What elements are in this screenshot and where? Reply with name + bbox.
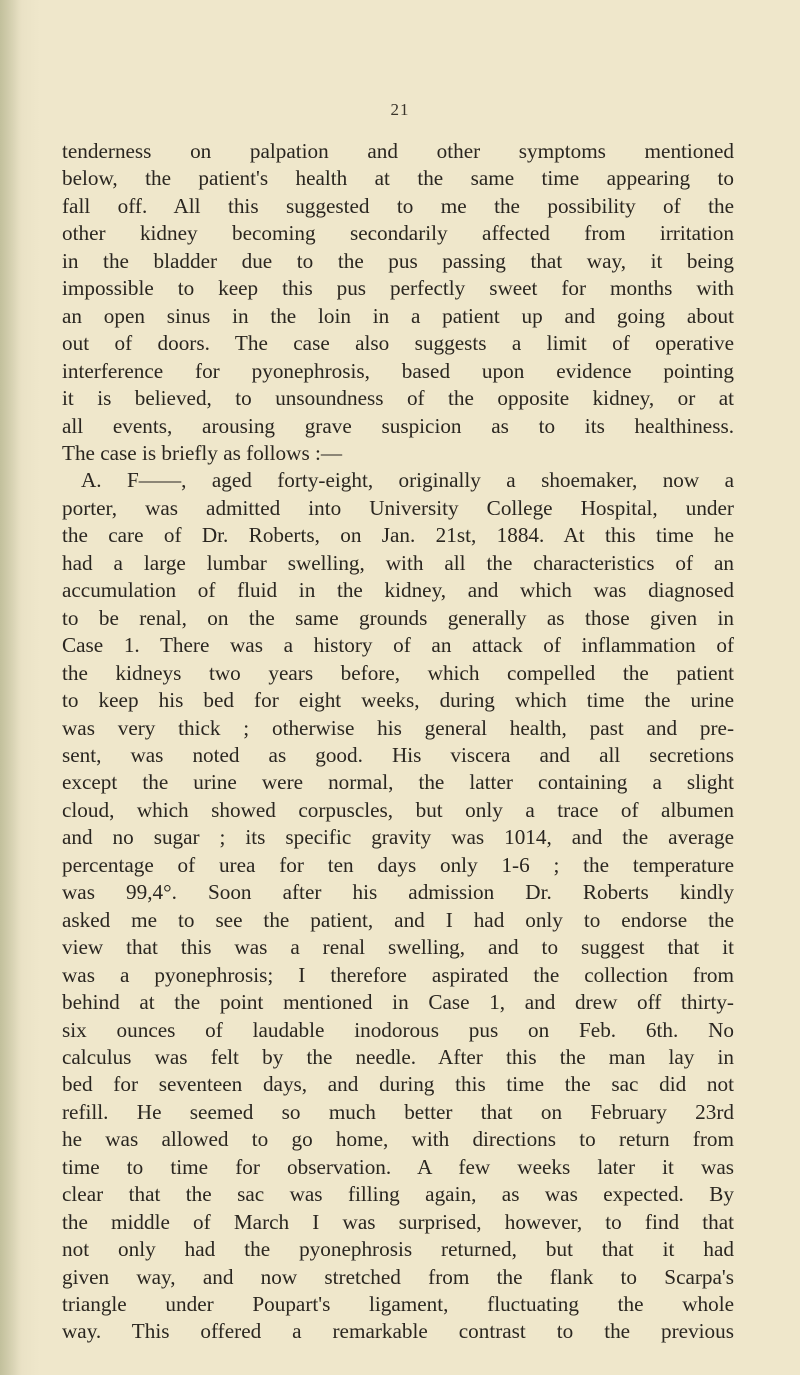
text-line: the care of Dr. Roberts, on Jan. 21st, 1884. At this time he	[62, 523, 734, 548]
text-line: fall off. All this suggested to me the possibility of the	[62, 193, 734, 218]
text-line: the kidneys two years before, which compelled the patient	[62, 660, 734, 685]
text-line: an open sinus in the loin in a patient up and going about	[62, 303, 734, 328]
text-line: view that this was a renal swelling, and to suggest that it	[62, 935, 734, 960]
text-line: refill. He seemed so much better that on February 23rd	[62, 1099, 734, 1124]
text-line: time to time for observation. A few weeks later it was	[62, 1154, 734, 1179]
text-line: asked me to see the patient, and I had only to endorse the	[62, 907, 734, 932]
page-number: 21	[390, 100, 410, 119]
text-line: accumulation of fluid in the kidney, and which was diagnosed	[62, 578, 734, 603]
text-line: tenderness on palpation and other symptoms mentioned	[62, 139, 734, 163]
text-line: out of doors. The case also suggests a limit of operative	[62, 331, 734, 356]
text-line: six ounces of laudable inodorous pus on Feb. 6th. No	[62, 1017, 734, 1042]
text-line: and no sugar ; its specific gravity was 1014, and the average	[62, 825, 734, 850]
text-line: below, the patient's health at the same time appearing to	[62, 166, 734, 191]
text-line: all events, arousing grave suspicion as to its healthiness.	[62, 413, 734, 438]
text-line: sent, was noted as good. His viscera and all secretions	[62, 742, 734, 767]
body-text	[62, 138, 734, 1346]
text-line: in the bladder due to the pus passing that way, it being	[62, 248, 734, 273]
text-line: the middle of March I was surprised, however, to find that	[62, 1209, 734, 1234]
text-line: to keep his bed for eight weeks, during which time the urine	[62, 688, 734, 713]
text-line: bed for seventeen days, and during this time the sac did not	[62, 1072, 734, 1097]
text-line: The case is briefly as follows :—	[62, 440, 343, 465]
text-line: porter, was admitted into University College Hospital, under	[62, 495, 734, 520]
text-line: given way, and now stretched from the flank to Scarpa's	[62, 1264, 734, 1289]
text-line: was a pyonephrosis; I therefore aspirated the collection from	[62, 962, 734, 987]
text-line: clear that the sac was filling again, as was expected. By	[62, 1182, 734, 1207]
text-line: interference for pyonephrosis, based upon evidence pointing	[62, 358, 734, 383]
text-line: A. F——, aged forty-eight, originally a shoemaker, now a	[81, 468, 734, 493]
text-line: percentage of urea for ten days only 1-6 ; the temperature	[62, 852, 734, 877]
text-line: Case 1. There was a history of an attack of inflammation of	[62, 633, 734, 658]
text-line: behind at the point mentioned in Case 1, and drew off thirty-	[62, 990, 734, 1015]
text-line: had a large lumbar swelling, with all the characteristics of an	[62, 550, 734, 575]
text-line: way. This offered a remarkable contrast to the previous	[62, 1319, 734, 1344]
text-line: other kidney becoming secondarily affected from irritation	[62, 221, 734, 246]
text-line: was 99,4°. Soon after his admission Dr. Roberts kindly	[62, 880, 734, 905]
text-line: he was allowed to go home, with directions to return from	[62, 1127, 734, 1152]
page-binding-shadow	[0, 0, 22, 1375]
text-line: was very thick ; otherwise his general health, past and pre-	[62, 715, 734, 740]
text-line: cloud, which showed corpuscles, but only a trace of albumen	[62, 797, 734, 822]
text-line: not only had the pyonephrosis returned, but that it had	[62, 1237, 734, 1262]
text-line: it is believed, to unsoundness of the opposite kidney, or at	[62, 386, 734, 411]
text-line: to be renal, on the same grounds generally as those given in	[62, 605, 734, 630]
text-line: except the urine were normal, the latter containing a slight	[62, 770, 734, 795]
text-line: calculus was felt by the needle. After this the man lay in	[62, 1044, 734, 1069]
text-line: triangle under Poupart's ligament, fluctuating the whole	[62, 1292, 734, 1317]
text-line: impossible to keep this pus perfectly sweet for months with	[62, 276, 734, 301]
